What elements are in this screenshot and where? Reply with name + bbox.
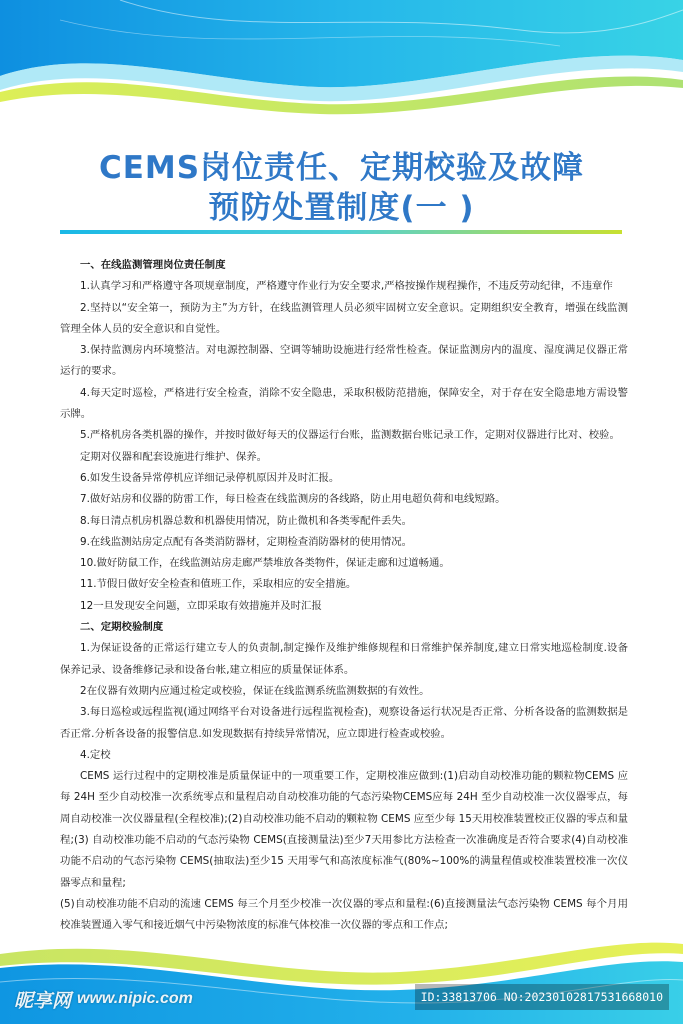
- paragraph: 5.严格机房各类机器的操作，并按时做好每天的仪器运行台账，监测数据台账记录工作，定期对仪器进行比对、校验。: [80, 429, 620, 442]
- paragraph: 6.如发生设备异常停机应详细记录停机原因并及时汇报。: [80, 471, 340, 484]
- watermark-logo-text: 昵享网: [14, 989, 72, 1012]
- paragraph: 8.每日清点机房机器总数和机器使用情况，防止微机和各类零配件丢失。: [80, 514, 413, 527]
- paragraph: 7.做好站房和仪器的防雷工作，每日检查在线监测房的各线路，防止用电超负荷和电线短路。: [80, 493, 506, 506]
- paragraph: 2.坚持以“安全第一，预防为主”为方针，在线监测管理人员必须牢固树立安全意识。定期组织安全教育，增强在线监测管理全体人员的安全意识和自觉性。: [60, 301, 628, 335]
- title-line-1: CEMS岗位责任、定期校验及故障: [98, 150, 585, 186]
- paragraph: 11.节假日做好安全检查和值班工作，采取相应的安全措施。: [80, 578, 357, 591]
- paragraph: 2在仪器有效期内应通过检定或校验，保证在线监测系统监测数据的有效性。: [80, 684, 430, 697]
- paragraph: 4.每天定时巡检，严格进行安全检查，消除不安全隐患，采取积极防范措施，保障安全，对于存在安全隐患地方需设警示牌。: [60, 386, 628, 421]
- paragraph: 1.认真学习和严格遵守各项规章制度，严格遵守作业行为安全要求,严格按操作规程操作，不违反劳动纪律，不违章作: [80, 280, 613, 293]
- watermark-id: ID:33813706 NO:20230102817531668010: [415, 984, 669, 1010]
- section-heading-1: 一、在线监测管理岗位责任制度: [80, 259, 226, 271]
- document-body: [60, 255, 628, 937]
- document-title: [0, 148, 683, 228]
- paragraph: 12一旦发现安全问题，立即采取有效措施并及时汇报: [80, 599, 322, 612]
- paragraph: 10.做好防鼠工作，在线监测站房走廊严禁堆放各类物件，保证走廊和过道畅通。: [80, 557, 450, 570]
- paragraph: 定期对仪器和配套设施进行维护、保养。: [80, 450, 268, 463]
- paragraph: CEMS 运行过程中的定期校准是质量保证中的一项重要工作，定期校准应做到:(1)启动自动校准功能的颗粒物CEMS 应每 24H 至少自动校准一次系统零点和量程启动自动校准功能的气态污染物CEMS应每 24H 至少自动校准一次仪器零点，每周自动校准一次仪器量程(全程校准);(2)自动校准功能不启动的颗粒物 CEMS 应至少每 15天用校准装置校正仪器的零点和量程;(3) 自动校准功能不启动的气态污染物 CEMS(直接测量法)至少7天用参比方法检查一次准确度是否符合要求(4)自动校准功能不启动的气态污染物 CEMS(抽取法)至少15 天用零气和高浓度标准气(80%~100%的满量程值或校准装置校准一次仪器零点和量程;: [60, 770, 628, 889]
- paragraph: 3.每日巡检或远程监视(通过网络平台对设备进行远程监视检查)，观察设备运行状况是否正常、分析各设备的监测数据是否正常.分析各设备的报警信息.如发现数据有持续异常情况，应立即进行检查或校验。: [60, 706, 628, 740]
- paragraph: 1.为保证设备的正常运行建立专人的负责制,制定操作及维护维修规程和日常维护保养制度,建立日常实地巡检制度.设备保养记录、设备维修记录和设备台帐,建立相应的质量保证体系。: [60, 642, 628, 676]
- section-heading-2: 二、定期校验制度: [80, 621, 164, 634]
- title-line-2: 预防处置制度(一 ): [208, 190, 475, 226]
- paragraph: 3.保持监测房内环境整洁。对电源控制器、空调等辅助设施进行经常性检查。保证监测房内的温度、湿度满足仪器正常运行的要求。: [60, 344, 628, 378]
- top-wave-decoration: [0, 0, 683, 150]
- watermark-url: www.nipic.com: [77, 990, 193, 1007]
- paragraph: 4.定校: [80, 748, 111, 761]
- paragraph: 9.在线监测站房定点配有各类消防器材，定期检查消防器材的使用情况。: [80, 535, 413, 548]
- title-divider: [60, 230, 622, 234]
- paragraph: (5)自动校准功能不启动的流速 CEMS 每三个月至少校准一次仪器的零点和量程:(6)直接测量法气态污染物 CEMS 每个月用校准装置通入零气和接近烟气中污染物浓度的标准气体校准一次仪器的零点和工作点;: [60, 897, 628, 932]
- watermark-logo: [14, 987, 193, 1011]
